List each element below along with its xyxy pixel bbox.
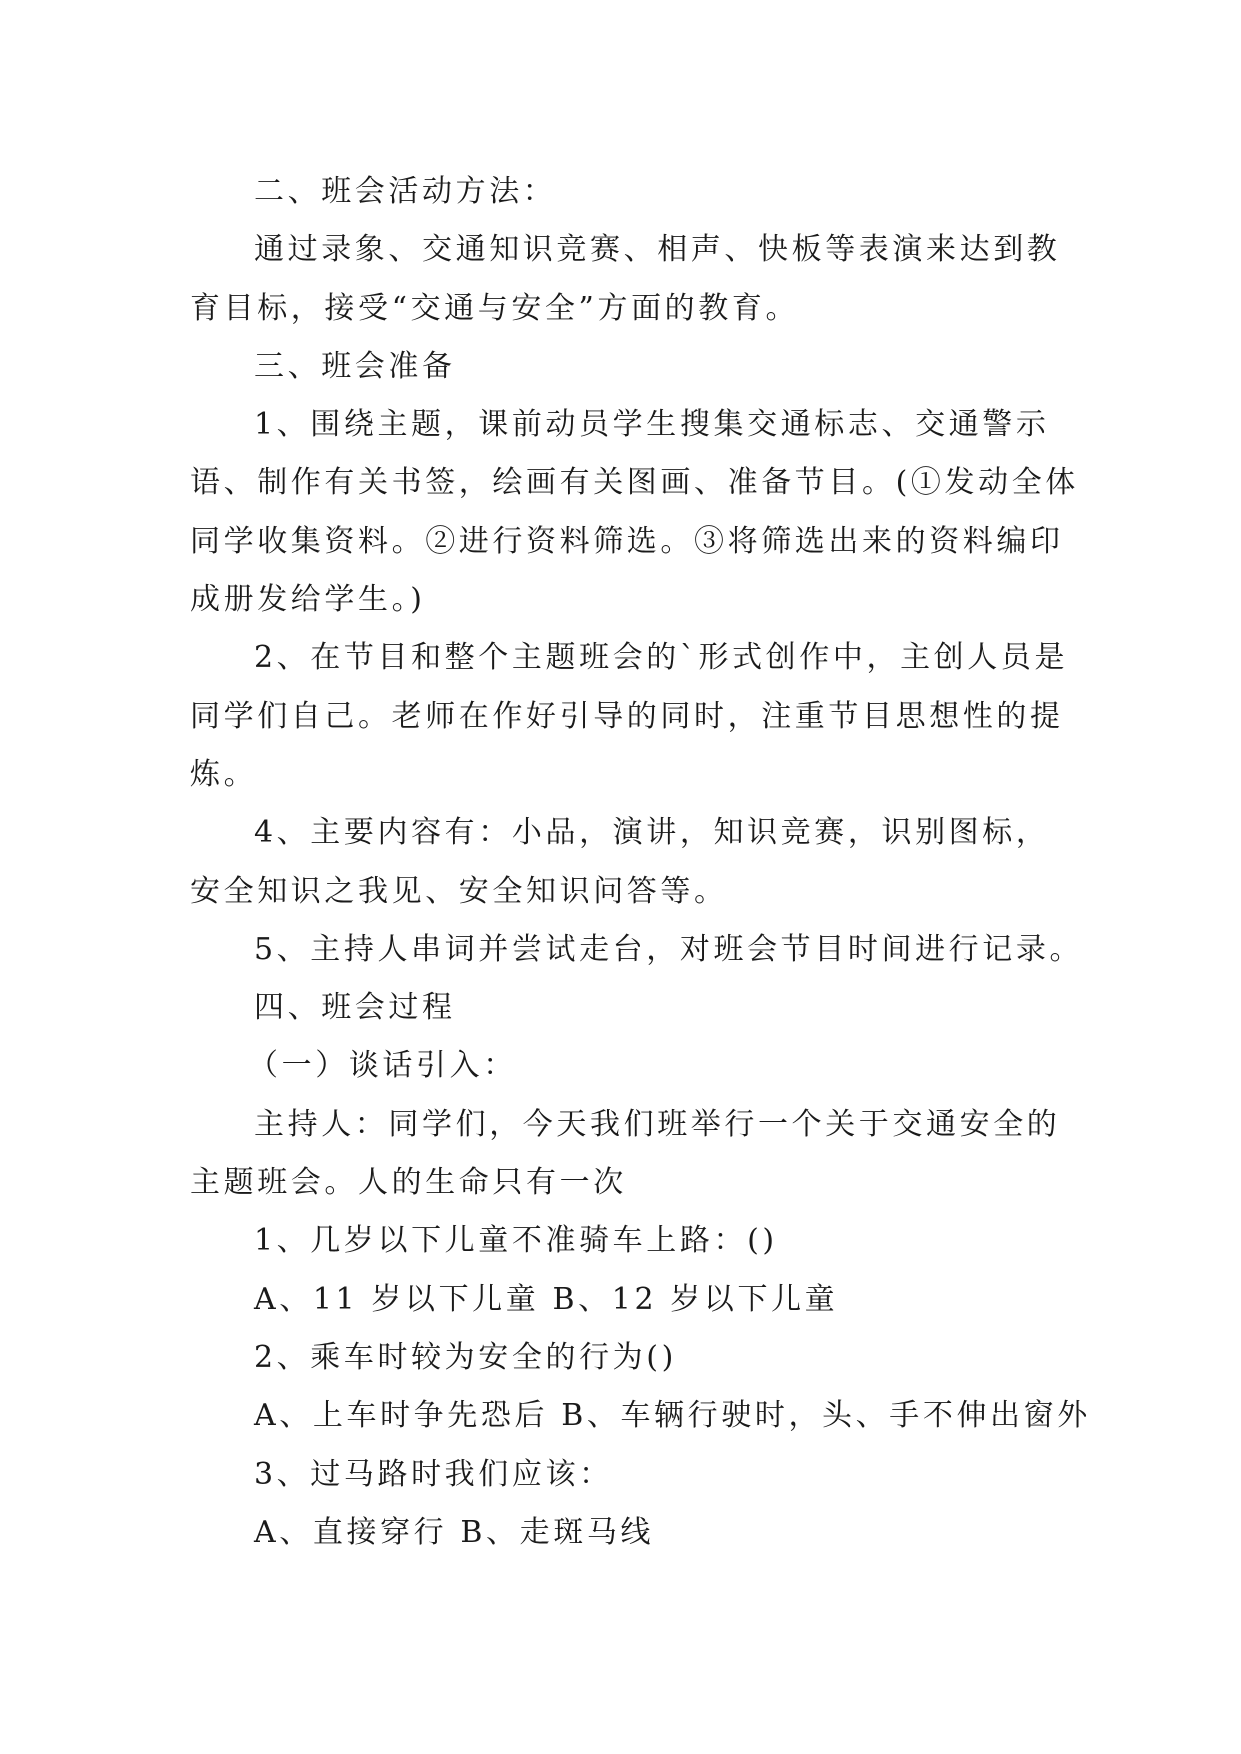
text-line: 炼。 — [190, 756, 258, 792]
text-line: 通过录象、交通知识竞赛、相声、快板等表演来达到教 — [254, 232, 1061, 268]
text-line: 二、班会活动方法： — [254, 174, 557, 209]
text-line: 2、在节目和整个主题班会的`形式创作中，主创人员是 — [254, 640, 1069, 676]
text-line: 四、班会过程 — [254, 990, 456, 1026]
text-line: 育目标，接受“交通与安全”方面的教育。 — [190, 290, 800, 326]
text-line: 成册发给学生。) — [190, 582, 426, 618]
text-line: A、直接穿行 B、走斑马线 — [254, 1514, 655, 1550]
text-line: 4、主要内容有：小品，演讲，知识竞赛，识别图标， — [254, 815, 1050, 851]
text-line: 5、主持人串词并尝试走台，对班会节目时间进行记录。 — [254, 931, 1084, 967]
text-line: 语、制作有关书签，绘画有关图画、准备节目。(①发动全体 — [190, 465, 1079, 501]
text-line: 1、几岁以下儿童不准骑车上路：() — [254, 1223, 778, 1259]
text-line: 3、过马路时我们应该： — [254, 1456, 613, 1492]
text-line: 2、乘车时较为安全的行为() — [254, 1339, 677, 1375]
text-line: A、11 岁以下儿童 B、12 岁以下儿童 — [254, 1281, 839, 1317]
text-line: 1、围绕主题，课前动员学生搜集交通标志、交通警示 — [254, 407, 1050, 443]
text-line: A、上车时争先恐后 B、车辆行驶时，头、手不伸出窗外 — [254, 1398, 1091, 1434]
text-line: 安全知识之我见、安全知识问答等。 — [190, 873, 728, 909]
document-body — [190, 163, 1091, 1562]
text-line: （一）谈话引入： — [248, 1048, 517, 1084]
text-line: 同学们自己。老师在作好引导的同时，注重节目思想性的提 — [190, 698, 1064, 734]
text-line: 三、班会准备 — [254, 348, 456, 384]
text-line: 主持人：同学们，今天我们班举行一个关于交通安全的 — [254, 1106, 1061, 1142]
text-line: 同学收集资料。②进行资料筛选。③将筛选出来的资料编印 — [190, 523, 1064, 559]
text-line: 主题班会。人的生命只有一次 — [190, 1165, 627, 1201]
